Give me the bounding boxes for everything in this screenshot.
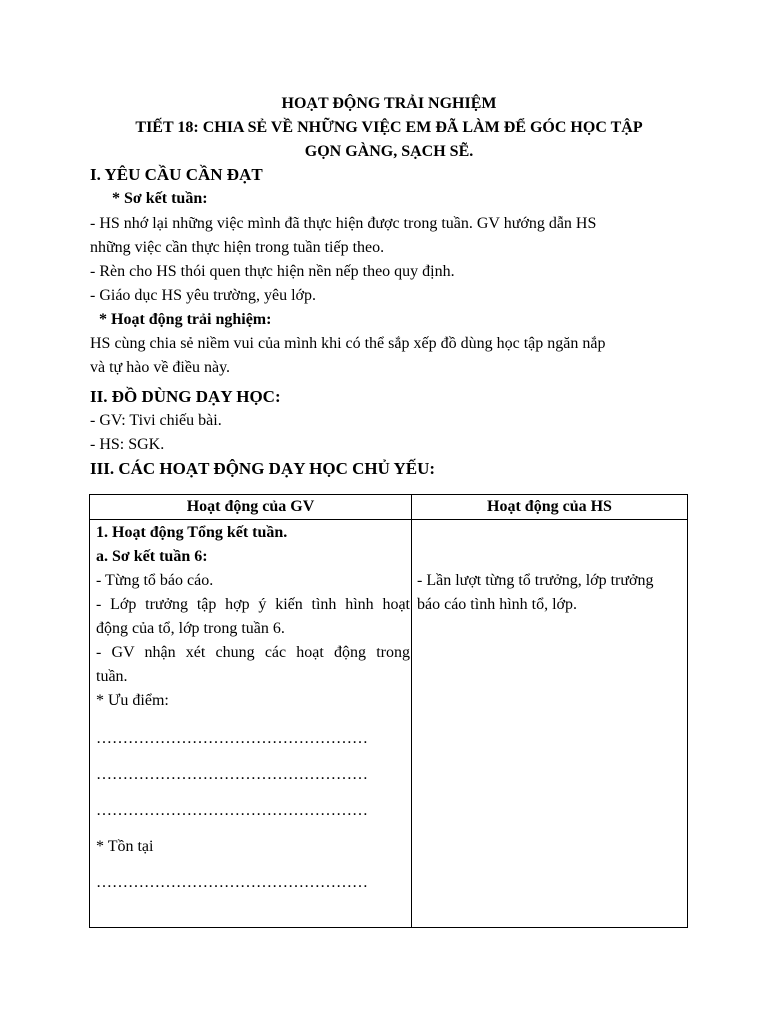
section1-paragraph1-line2: những việc cần thực hiện trong tuần tiếp theo. — [90, 239, 385, 256]
document-title: HOẠT ĐỘNG TRẢI NGHIỆM — [281, 95, 497, 112]
lesson-title-line1: TIẾT 18: CHIA SẺ VỀ NHỮNG VIỆC EM ĐÃ LÀM ĐỂ GÓC HỌC TẬP — [135, 119, 643, 136]
section1-paragraph3: - Giáo dục HS yêu trường, yêu lớp. — [90, 287, 316, 304]
table-header-row — [90, 495, 688, 520]
teacher-activity-cell — [90, 520, 412, 928]
student-activity-cell — [412, 520, 688, 928]
student-step-1: - Lần lượt từng tổ trưởng, lớp trưởng — [417, 572, 654, 589]
strengths-blank-line-2: …………………………………………… — [96, 766, 368, 783]
strengths-label: * Ưu điểm: — [96, 692, 169, 709]
strengths-blank-line-3: …………………………………………… — [96, 802, 368, 819]
teacher-step-2a: - Lớp trưởng tập hợp ý kiến tình hình hoạt — [96, 596, 410, 613]
table-header-teacher: Hoạt động của GV — [90, 495, 412, 520]
teacher-step-3b: tuần. — [96, 668, 128, 685]
table-row — [90, 520, 688, 928]
lesson-title-line2: GỌN GÀNG, SẠCH SẼ. — [304, 143, 474, 160]
weaknesses-blank-line: …………………………………………… — [96, 874, 368, 891]
activity-heading: 1. Hoạt động Tổng kết tuần. — [96, 524, 288, 541]
strengths-blank-line-1: …………………………………………… — [96, 730, 368, 747]
teacher-step-1: - Từng tổ báo cáo. — [96, 572, 214, 589]
student-step-2: báo cáo tình hình tổ, lớp. — [417, 596, 577, 613]
section1-paragraph4-line1: HS cùng chia sẻ niềm vui của mình khi có thể sắp xếp đồ dùng học tập ngăn nắp — [90, 335, 606, 352]
teacher-step-3a: - GV nhận xét chung các hoạt động trong — [96, 644, 410, 661]
section1-paragraph2: - Rèn cho HS thói quen thực hiện nền nếp theo quy định. — [90, 263, 455, 280]
section1-paragraph1-line1: - HS nhớ lại những việc mình đã thực hiện được trong tuần. GV hướng dẫn HS — [90, 215, 597, 232]
section3-title: III. CÁC HOẠT ĐỘNG DẠY HỌC CHỦ YẾU: — [90, 459, 436, 478]
section1-subheading-activity: * Hoạt động trải nghiệm: — [99, 311, 272, 328]
teacher-step-2b: động của tổ, lớp trong tuần 6. — [96, 620, 285, 637]
week-summary-heading: a. Sơ kết tuần 6: — [96, 548, 208, 565]
section1-subheading-summary: * Sơ kết tuần: — [112, 190, 208, 207]
table-header-student: Hoạt động của HS — [412, 495, 688, 520]
section2-title: II. ĐỒ DÙNG DẠY HỌC: — [90, 387, 281, 406]
section1-paragraph4-line2: và tự hào về điều này. — [90, 359, 231, 376]
section1-title: I. YÊU CẦU CẦN ĐẠT — [90, 165, 263, 184]
section2-teacher-materials: - GV: Tivi chiếu bài. — [90, 412, 222, 429]
activity-table — [89, 494, 688, 928]
weaknesses-label: * Tồn tại — [96, 838, 154, 855]
section2-student-materials: - HS: SGK. — [90, 436, 165, 453]
